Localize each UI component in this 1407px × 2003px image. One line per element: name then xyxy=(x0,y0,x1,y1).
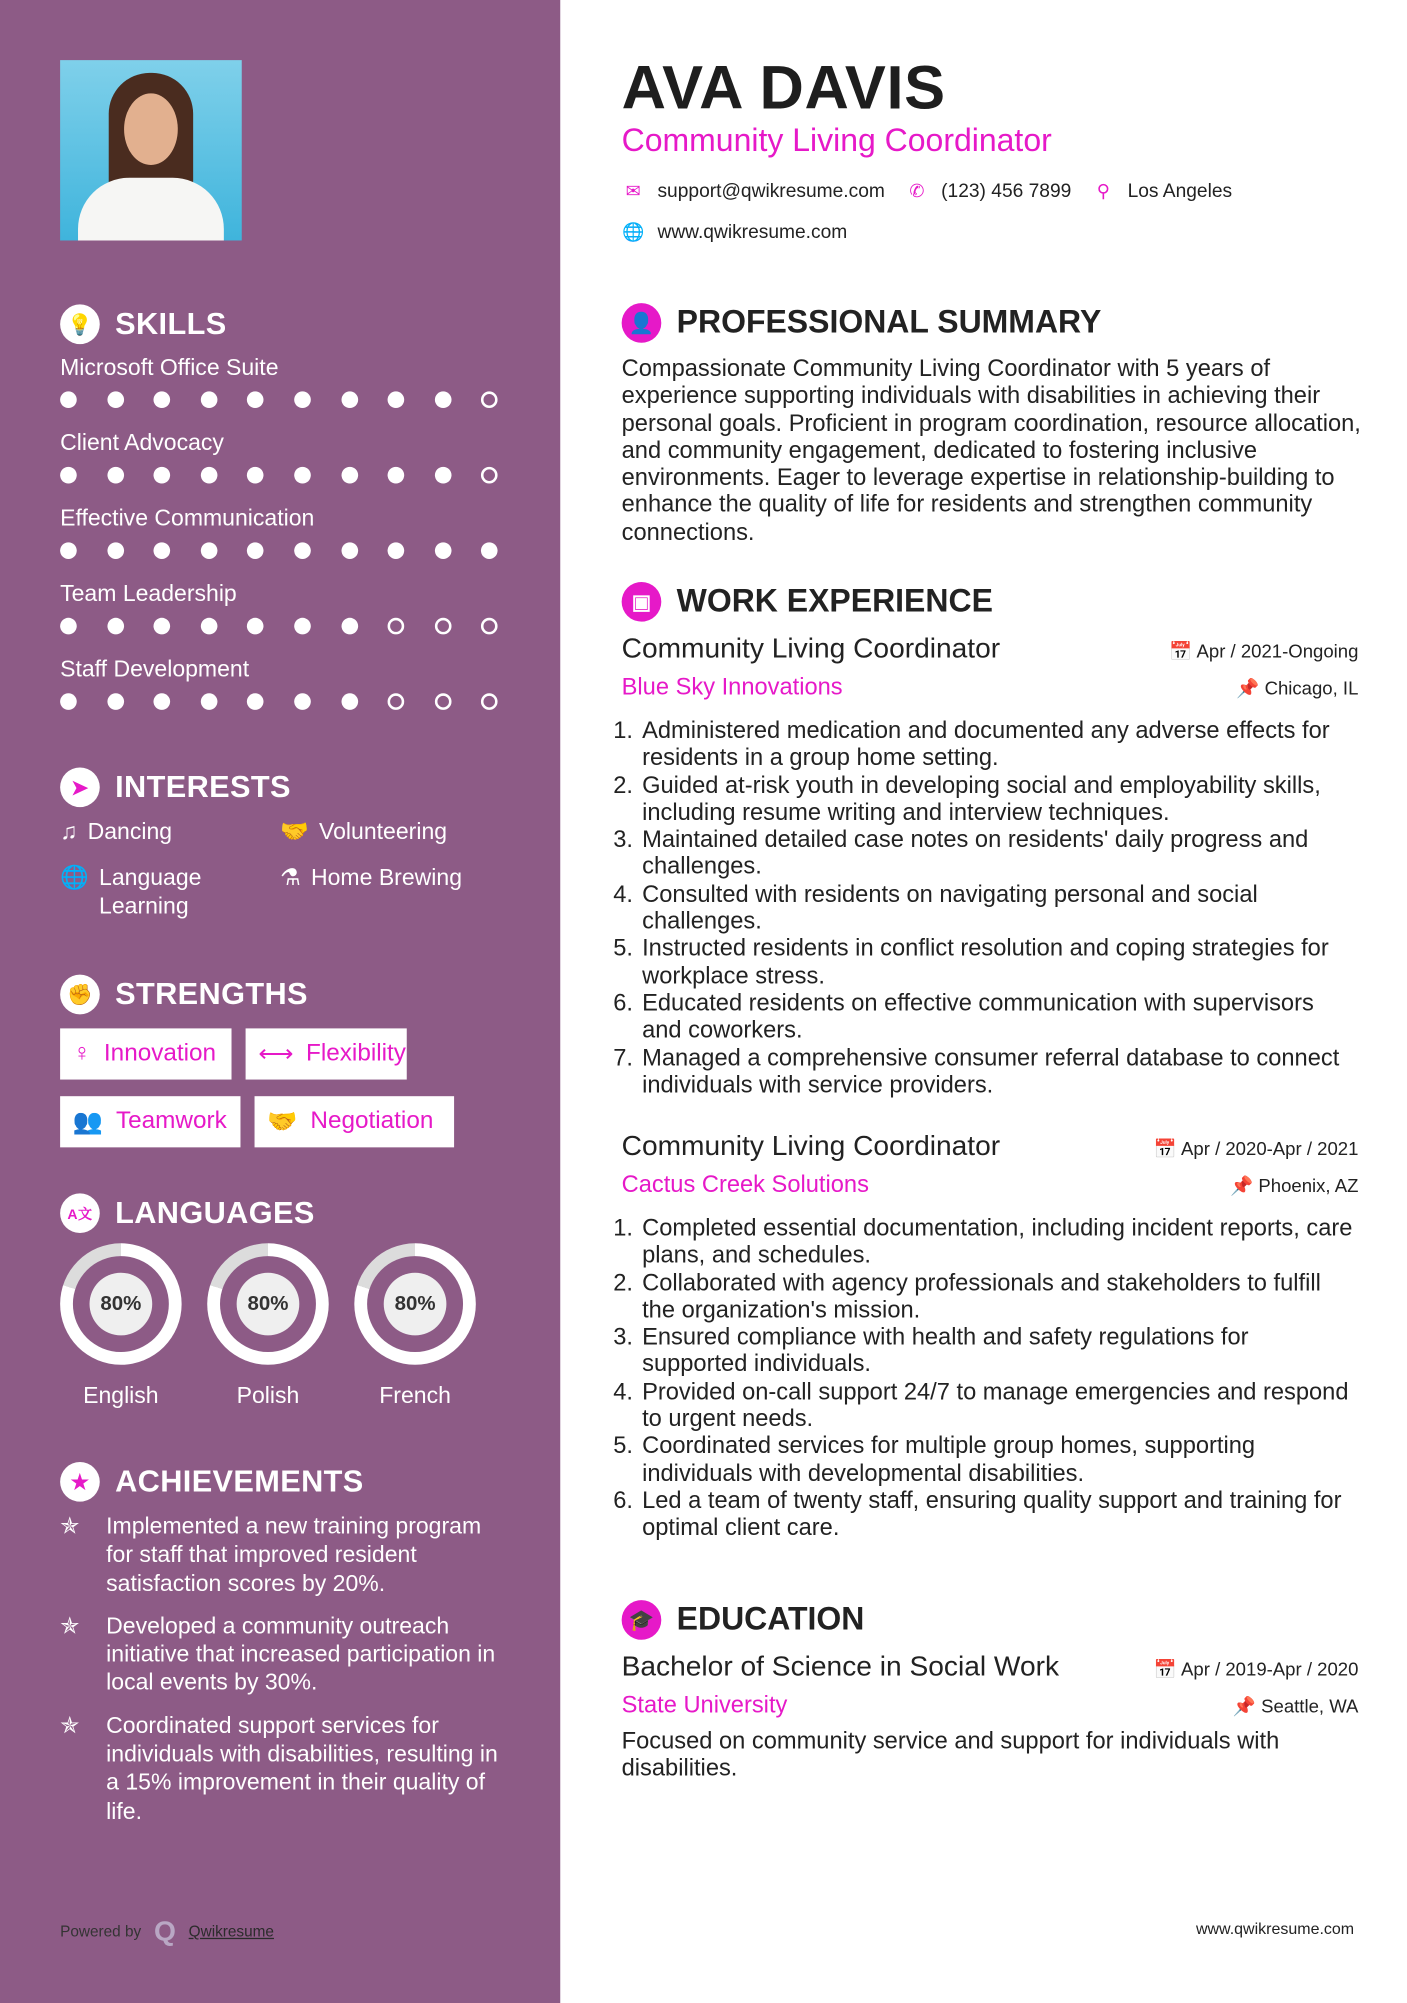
skill-name: Effective Communication xyxy=(60,505,315,531)
calendar-icon: 📅 xyxy=(1153,1139,1177,1161)
contact-row xyxy=(622,180,1232,202)
skill-name: Staff Development xyxy=(60,656,250,682)
skill-name: Client Advocacy xyxy=(60,429,224,456)
skill-item xyxy=(60,505,498,580)
strength-tag: 🤝 Negotiation xyxy=(255,1096,455,1147)
footer-website[interactable]: www.qwikresume.com xyxy=(1195,1919,1355,1938)
skill-name: Team Leadership xyxy=(60,580,237,607)
strength-tag: 👥 Teamwork xyxy=(60,1096,240,1147)
paper-plane-icon: ➤ xyxy=(60,767,100,807)
handshake-icon: 🤝 xyxy=(267,1108,298,1136)
skill-rating xyxy=(60,693,498,710)
rating-dot-filled xyxy=(294,391,311,408)
lightbulb-icon: 💡 xyxy=(60,304,100,344)
job-dates: 📅 Apr / 2020-Apr / 2021 xyxy=(1153,1139,1359,1161)
rating-dot-filled xyxy=(60,693,77,710)
star-icon: ✯ xyxy=(60,1513,80,1539)
interests-heading: ➤ INTERESTS xyxy=(60,767,291,807)
job-bullet: 3. Maintained detailed case notes on residents' daily progress and challenges. xyxy=(640,825,1359,879)
job-bullet: 5. Coordinated services for multiple group homes, supporting individuals with developmental disabilities. xyxy=(640,1432,1359,1486)
company-name: Cactus Creek Solutions xyxy=(621,1170,869,1198)
job-bullet: 1. Completed essential documentation, including incident reports, care plans, and schedules. xyxy=(640,1214,1359,1268)
rating-dot-filled xyxy=(107,618,124,635)
rating-dot-filled xyxy=(60,618,77,635)
rating-dot-empty xyxy=(481,693,498,710)
language-progress-ring: 80% xyxy=(60,1243,182,1365)
summary-text: Compassionate Community Living Coordinator with 5 years of experience supporting individuals with disabilities in achieving their personal goals. Proficient in program coordination, resource allocation, and community engagement, dedicated to fostering inclusive environments. Eager to leverage expertise in relationship-building to enhance the quality of life for residents and strengthen community connections. xyxy=(621,354,1361,545)
rating-dot-filled xyxy=(107,542,124,559)
skills-heading: 💡 SKILLS xyxy=(60,304,226,344)
rating-dot-empty xyxy=(388,693,405,710)
rating-dot-empty xyxy=(435,693,452,710)
skills-list xyxy=(60,354,498,731)
language-name: French xyxy=(379,1382,451,1409)
job-entry xyxy=(622,632,1359,1098)
strength-tag: ♀ Innovation xyxy=(60,1028,231,1079)
rating-dot-empty xyxy=(481,467,498,484)
job-entry xyxy=(622,1129,1359,1540)
language-progress-ring: 80% xyxy=(207,1243,329,1365)
experience-heading: ▣ WORK EXPERIENCE xyxy=(622,582,993,622)
globe-icon: 🌐 xyxy=(622,221,645,242)
strengths-heading: ✊ STRENGTHS xyxy=(60,975,308,1015)
rating-dot-filled xyxy=(107,391,124,408)
qwikresume-logo-icon: Q xyxy=(153,1914,176,1947)
language-item xyxy=(207,1243,329,1409)
rating-dot-filled xyxy=(154,467,171,484)
rating-dot-filled xyxy=(247,693,264,710)
pin-icon: 📌 xyxy=(1236,679,1260,700)
job-bullet: 1. Administered medication and documented any adverse effects for residents in a group home setting. xyxy=(640,716,1359,770)
pin-icon: 📌 xyxy=(1230,1176,1254,1198)
language-name: Polish xyxy=(236,1382,300,1409)
rating-dot-empty xyxy=(481,391,498,408)
achievement-item: ✯ Developed a community outreach initiative that increased participation in local events by 30%. xyxy=(60,1612,496,1696)
mail-icon: ✉ xyxy=(625,180,641,201)
rating-dot-filled xyxy=(341,542,358,559)
language-name: English xyxy=(83,1382,159,1409)
interest-item: ⚗ Home Brewing xyxy=(280,864,462,891)
rating-dot-filled xyxy=(154,618,171,635)
skill-item xyxy=(60,354,498,429)
job-bullets xyxy=(622,1214,1359,1541)
globe-icon: 🌐 xyxy=(60,864,89,891)
rating-dot-filled xyxy=(201,618,218,635)
rating-dot-filled xyxy=(201,467,218,484)
rating-dot-filled xyxy=(107,467,124,484)
location: Los Angeles xyxy=(1127,180,1233,203)
translate-icon: A文 xyxy=(60,1193,100,1233)
rating-dot-filled xyxy=(154,693,171,710)
achievement-item: ✯ Coordinated support services for individuals with disabilities, resulting in a 15% improvement in their quality of life. xyxy=(60,1712,498,1824)
handshake-icon: 🤝 xyxy=(280,818,309,845)
languages-list xyxy=(60,1243,476,1409)
phone: (123) 456 7899 xyxy=(941,180,1072,203)
rating-dot-filled xyxy=(294,467,311,484)
job-location: 📌 Chicago, IL xyxy=(1236,679,1359,700)
skill-item xyxy=(60,581,498,656)
interest-item: 🌐 Language Learning xyxy=(60,864,202,919)
language-progress-ring: 80% xyxy=(354,1243,476,1365)
strength-tag: ⟷ Flexibility xyxy=(246,1028,407,1079)
star-icon: ✯ xyxy=(60,1612,80,1639)
rating-dot-filled xyxy=(247,618,264,635)
job-bullet: 5. Instructed residents in conflict resolution and coping strategies for workplace stress. xyxy=(640,934,1359,988)
rating-dot-filled xyxy=(341,467,358,484)
job-title: Community Living Coordinator xyxy=(621,122,1052,159)
school: State University xyxy=(621,1690,788,1718)
job-dates: 📅 Apr / 2021-Ongoing xyxy=(1169,642,1359,663)
rating-dot-filled xyxy=(294,693,311,710)
interest-item: ♫ Dancing xyxy=(60,818,173,845)
job-bullets xyxy=(622,716,1359,1097)
degree: Bachelor of Science in Social Work xyxy=(621,1650,1060,1683)
skill-name: Microsoft Office Suite xyxy=(60,354,279,380)
rating-dot-filled xyxy=(481,542,498,559)
profile-photo xyxy=(60,60,242,240)
presentation-icon: ▣ xyxy=(622,582,662,622)
job-bullet: 2. Collaborated with agency professionals and stakeholders to fulfill the organization's mission. xyxy=(640,1268,1359,1322)
job-location: 📌 Phoenix, AZ xyxy=(1230,1176,1359,1198)
sidebar xyxy=(0,0,560,2003)
rating-dot-filled xyxy=(247,542,264,559)
email[interactable]: support@qwikresume.com xyxy=(657,180,885,203)
rating-dot-filled xyxy=(154,542,171,559)
company-name: Blue Sky Innovations xyxy=(621,672,843,700)
job-bullet: 4. Consulted with residents on navigating personal and social challenges. xyxy=(640,880,1359,934)
summary-heading: 👤 PROFESSIONAL SUMMARY xyxy=(622,303,1102,343)
fist-icon: ✊ xyxy=(60,975,100,1015)
skill-rating xyxy=(60,618,498,635)
skill-rating xyxy=(60,391,498,408)
skill-item xyxy=(60,430,498,505)
rating-dot-filled xyxy=(107,693,124,710)
skill-item xyxy=(60,656,498,731)
language-item xyxy=(60,1243,182,1409)
job-role: Community Living Coordinator xyxy=(621,631,1001,664)
website[interactable]: www.qwikresume.com xyxy=(657,221,848,244)
rating-dot-filled xyxy=(341,391,358,408)
job-bullet: 4. Provided on-call support 24/7 to manage emergencies and respond to urgent needs. xyxy=(640,1377,1359,1431)
rating-dot-filled xyxy=(201,693,218,710)
rating-dot-filled xyxy=(294,618,311,635)
achievements-heading: ★ ACHIEVEMENTS xyxy=(60,1462,364,1502)
skill-rating xyxy=(60,467,498,484)
interest-item: 🤝 Volunteering xyxy=(280,818,448,845)
job-bullet: 2. Guided at-risk youth in developing social and employability skills, including resume writing and interview techniques. xyxy=(640,771,1359,825)
user-icon: 👤 xyxy=(622,303,662,343)
rating-dot-filled xyxy=(388,391,405,408)
candidate-name: AVA DAVIS xyxy=(621,55,946,123)
rating-dot-filled xyxy=(154,391,171,408)
job-bullet: 6. Educated residents on effective communication with supervisors and coworkers. xyxy=(640,989,1359,1043)
job-role: Community Living Coordinator xyxy=(621,1129,1001,1162)
rating-dot-filled xyxy=(341,618,358,635)
education-entry xyxy=(622,1650,1359,1781)
achievement-item: ✯ Implemented a new training program for staff that improved resident satisfaction scores by 20%. xyxy=(60,1513,482,1596)
rating-dot-filled xyxy=(60,467,77,484)
arrows-icon: ⟷ xyxy=(258,1040,294,1068)
education-location: 📌 Seattle, WA xyxy=(1232,1697,1359,1718)
website-row xyxy=(622,221,848,243)
calendar-icon: 📅 xyxy=(1169,642,1193,663)
brewing-icon: ⚗ xyxy=(280,864,301,891)
rating-dot-filled xyxy=(247,467,264,484)
rating-dot-filled xyxy=(60,542,77,559)
language-item xyxy=(354,1243,476,1409)
job-bullet: 6. Led a team of twenty staff, ensuring quality support and training for optimal client care. xyxy=(640,1486,1359,1540)
qwikresume-link[interactable]: Qwikresume xyxy=(188,1922,274,1941)
education-description: Focused on community service and support for individuals with disabilities. xyxy=(621,1726,1280,1781)
rating-dot-filled xyxy=(294,542,311,559)
education-heading: 🎓 EDUCATION xyxy=(622,1600,865,1640)
rating-dot-filled xyxy=(247,391,264,408)
rating-dot-filled xyxy=(201,391,218,408)
rating-dot-filled xyxy=(201,542,218,559)
graduation-icon: 🎓 xyxy=(622,1600,662,1640)
rating-dot-filled xyxy=(435,391,452,408)
rating-dot-filled xyxy=(388,467,405,484)
languages-heading: A文 LANGUAGES xyxy=(60,1193,315,1233)
rating-dot-filled xyxy=(435,467,452,484)
skill-rating xyxy=(60,542,498,559)
rating-dot-empty xyxy=(481,618,498,635)
job-bullet: 3. Ensured compliance with health and safety regulations for supported individuals. xyxy=(640,1323,1359,1377)
music-icon: ♫ xyxy=(60,818,78,845)
job-bullet: 7. Managed a comprehensive consumer referral database to connect individuals with service providers. xyxy=(640,1043,1359,1097)
rating-dot-filled xyxy=(341,693,358,710)
users-icon: 👥 xyxy=(72,1108,104,1136)
rating-dot-empty xyxy=(388,618,405,635)
rating-dot-filled xyxy=(60,391,77,408)
star-badge-icon: ★ xyxy=(60,1462,100,1502)
rating-dot-filled xyxy=(435,542,452,559)
lightbulb-icon: ♀ xyxy=(72,1039,92,1067)
powered-by: Powered by Q Qwikresume xyxy=(60,1914,274,1947)
phone-icon: ✆ xyxy=(909,180,925,201)
achievements-list xyxy=(60,1512,501,1839)
education-dates: 📅 Apr / 2019-Apr / 2020 xyxy=(1153,1660,1359,1681)
star-icon: ✯ xyxy=(60,1712,80,1739)
rating-dot-filled xyxy=(388,542,405,559)
rating-dot-empty xyxy=(435,618,452,635)
location-pin-icon: ⚲ xyxy=(1096,180,1110,201)
